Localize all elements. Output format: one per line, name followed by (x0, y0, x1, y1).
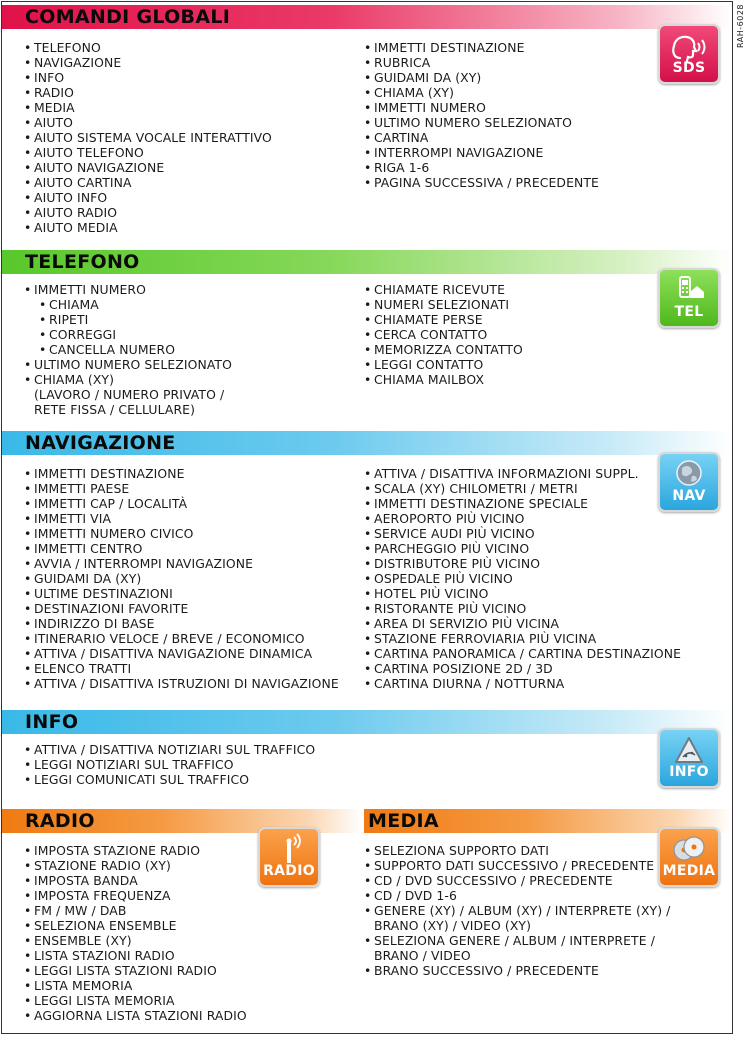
list-item: • CHIAMA (XY) (364, 85, 599, 100)
list-item: • IMMETTI PAESE (24, 481, 339, 496)
navigazione-left-list (24, 466, 339, 691)
list-item: BRANO / VIDEO (374, 948, 471, 963)
tel-badge-label: TEL (674, 304, 704, 320)
discs-icon (660, 833, 718, 867)
reference-code: RAH-6028 (736, 4, 745, 48)
phone-house-icon (660, 274, 718, 308)
list-item: • AIUTO (24, 115, 272, 130)
list-item: • ATTIVA / DISATTIVA NOTIZIARI SUL TRAFFICO (24, 742, 315, 757)
list-item: • AREA DI SERVIZIO PIÙ VICINA (364, 616, 681, 631)
section-title-info: INFO (2, 710, 732, 734)
list-item: • CARTINA POSIZIONE 2D / 3D (364, 661, 681, 676)
list-item: • CARTINA (364, 130, 599, 145)
list-item: • AEROPORTO PIÙ VICINO (364, 511, 681, 526)
list-item: • IMMETTI NUMERO (364, 100, 599, 115)
list-item: • SELEZIONA GENERE / ALBUM / INTERPRETE / (364, 933, 670, 948)
section-title-telefono: TELEFONO (2, 250, 732, 274)
list-item: • SUPPORTO DATI SUCCESSIVO / PRECEDENTE (364, 858, 670, 873)
telefono-right-list (364, 282, 523, 387)
list-item: • IMMETTI CENTRO (24, 541, 339, 556)
list-item: • IMPOSTA BANDA (24, 873, 247, 888)
voice-head-icon (660, 30, 718, 64)
list-item: • RISTORANTE PIÙ VICINO (364, 601, 681, 616)
list-item: • CHIAMA MAILBOX (364, 372, 523, 387)
list-item: • INTERROMPI NAVIGAZIONE (364, 145, 599, 160)
list-item: • ENSEMBLE (XY) (24, 933, 247, 948)
list-item: • IMMETTI NUMERO CIVICO (24, 526, 339, 541)
list-item: • STAZIONE FERROVIARIA PIÙ VICINA (364, 631, 681, 646)
list-item: BRANO (XY) / VIDEO (XY) (374, 918, 532, 933)
media-list (364, 843, 670, 978)
list-item: • TELEFONO (24, 40, 272, 55)
list-item: • BRANO SUCCESSIVO / PRECEDENTE (364, 963, 670, 978)
section-title-navigazione: NAVIGAZIONE (2, 431, 732, 455)
list-item: • LEGGI LISTA MEMORIA (24, 993, 247, 1008)
navigazione-right-list (364, 466, 681, 691)
info-list (24, 742, 315, 787)
list-item: • CARTINA PANORAMICA / CARTINA DESTINAZIONE (364, 646, 681, 661)
nav-badge (658, 452, 720, 512)
list-item: • ELENCO TRATTI (24, 661, 339, 676)
telefono-left-list (24, 282, 232, 417)
list-item: • LEGGI NOTIZIARI SUL TRAFFICO (24, 757, 315, 772)
list-item: • IMMETTI DESTINAZIONE (364, 40, 599, 55)
info-badge (658, 728, 720, 788)
list-item: • ATTIVA / DISATTIVA NAVIGAZIONE DINAMICA (24, 646, 339, 661)
list-item: • CORREGGI (24, 327, 232, 342)
traffic-warning-icon (660, 734, 718, 768)
globe-icon (660, 458, 718, 492)
list-item: • IMMETTI CAP / LOCALITÀ (24, 496, 339, 511)
media-badge-label: MEDIA (662, 863, 716, 879)
radio-list (24, 843, 247, 1023)
list-item: • ITINERARIO VELOCE / BREVE / ECONOMICO (24, 631, 339, 646)
comandi-left-list (24, 40, 272, 235)
list-item: • AIUTO CARTINA (24, 175, 272, 190)
list-item: • INFO (24, 70, 272, 85)
list-item: • PARCHEGGIO PIÙ VICINO (364, 541, 681, 556)
list-item: • FM / MW / DAB (24, 903, 247, 918)
list-item: • LISTA MEMORIA (24, 978, 247, 993)
list-item: • AVVIA / INTERROMPI NAVIGAZIONE (24, 556, 339, 571)
media-badge (658, 827, 720, 887)
list-item: (LAVORO / NUMERO PRIVATO / (34, 387, 225, 402)
list-item: • GUIDAMI DA (XY) (364, 70, 599, 85)
section-title-comandi-globali: COMANDI GLOBALI (2, 5, 732, 29)
list-item: • AIUTO NAVIGAZIONE (24, 160, 272, 175)
list-item: • STAZIONE RADIO (XY) (24, 858, 247, 873)
list-item: • IMPOSTA FREQUENZA (24, 888, 247, 903)
list-item: • AIUTO TELEFONO (24, 145, 272, 160)
list-item: • IMPOSTA STAZIONE RADIO (24, 843, 247, 858)
list-item: • RIGA 1-6 (364, 160, 599, 175)
list-item: • OSPEDALE PIÙ VICINO (364, 571, 681, 586)
list-item: • LEGGI CONTATTO (364, 357, 523, 372)
list-item: • MEMORIZZA CONTATTO (364, 342, 523, 357)
list-item: • HOTEL PIÙ VICINO (364, 586, 681, 601)
list-item: • CARTINA DIURNA / NOTTURNA (364, 676, 681, 691)
list-item: • ULTIMO NUMERO SELEZIONATO (24, 357, 232, 372)
list-item: • IMMETTI DESTINAZIONE SPECIALE (364, 496, 681, 511)
list-item: • ATTIVA / DISATTIVA ISTRUZIONI DI NAVIGAZIONE (24, 676, 339, 691)
list-item: • CHIAMATE RICEVUTE (364, 282, 523, 297)
list-item: • RIPETI (24, 312, 232, 327)
list-item: • CERCA CONTATTO (364, 327, 523, 342)
list-item: • DISTRIBUTORE PIÙ VICINO (364, 556, 681, 571)
list-item: • IMMETTI DESTINAZIONE (24, 466, 339, 481)
list-item: • SERVICE AUDI PIÙ VICINO (364, 526, 681, 541)
list-item: • AIUTO SISTEMA VOCALE INTERATTIVO (24, 130, 272, 145)
list-item: • AIUTO RADIO (24, 205, 272, 220)
info-badge-label: INFO (669, 764, 709, 780)
list-item: • RUBRICA (364, 55, 599, 70)
list-item: RETE FISSA / CELLULARE) (34, 402, 196, 417)
section-title-radio: RADIO (2, 809, 362, 833)
list-item: • GUIDAMI DA (XY) (24, 571, 339, 586)
list-item: • IMMETTI VIA (24, 511, 339, 526)
list-item: • ULTIMO NUMERO SELEZIONATO (364, 115, 599, 130)
list-item: • LEGGI COMUNICATI SUL TRAFFICO (24, 772, 315, 787)
list-item: • MEDIA (24, 100, 272, 115)
list-item: • CHIAMA (24, 297, 232, 312)
list-item: • INDIRIZZO DI BASE (24, 616, 339, 631)
list-item: • PAGINA SUCCESSIVA / PRECEDENTE (364, 175, 599, 190)
list-item: • LEGGI LISTA STAZIONI RADIO (24, 963, 247, 978)
list-item: • SELEZIONA SUPPORTO DATI (364, 843, 670, 858)
list-item: • NUMERI SELEZIONATI (364, 297, 523, 312)
list-item: • SCALA (XY) CHILOMETRI / METRI (364, 481, 681, 496)
list-item: • ATTIVA / DISATTIVA INFORMAZIONI SUPPL. (364, 466, 681, 481)
list-item: • GENERE (XY) / ALBUM (XY) / INTERPRETE (XY) / (364, 903, 670, 918)
list-item: • CHIAMATE PERSE (364, 312, 523, 327)
list-item: • IMMETTI NUMERO (24, 282, 232, 297)
sds-badge (658, 24, 720, 84)
list-item: • AIUTO INFO (24, 190, 272, 205)
list-item: • CD / DVD SUCCESSIVO / PRECEDENTE (364, 873, 670, 888)
list-item: • AIUTO MEDIA (24, 220, 272, 235)
list-item: • AGGIORNA LISTA STAZIONI RADIO (24, 1008, 247, 1023)
comandi-right-list (364, 40, 599, 190)
list-item: • SELEZIONA ENSEMBLE (24, 918, 247, 933)
list-item: • ULTIME DESTINAZIONI (24, 586, 339, 601)
section-title-media: MEDIA (364, 809, 732, 833)
list-item: • LISTA STAZIONI RADIO (24, 948, 247, 963)
tel-badge (658, 268, 720, 328)
sds-badge-label: SDS (672, 60, 706, 76)
list-item: • NAVIGAZIONE (24, 55, 272, 70)
list-item: • CHIAMA (XY) (24, 372, 232, 387)
list-item: • RADIO (24, 85, 272, 100)
nav-badge-label: NAV (672, 488, 706, 504)
radio-badge (258, 827, 320, 887)
list-item: • DESTINAZIONI FAVORITE (24, 601, 339, 616)
antenna-icon (260, 833, 318, 867)
list-item: • CANCELLA NUMERO (24, 342, 232, 357)
list-item: • CD / DVD 1-6 (364, 888, 670, 903)
radio-badge-label: RADIO (263, 863, 315, 879)
